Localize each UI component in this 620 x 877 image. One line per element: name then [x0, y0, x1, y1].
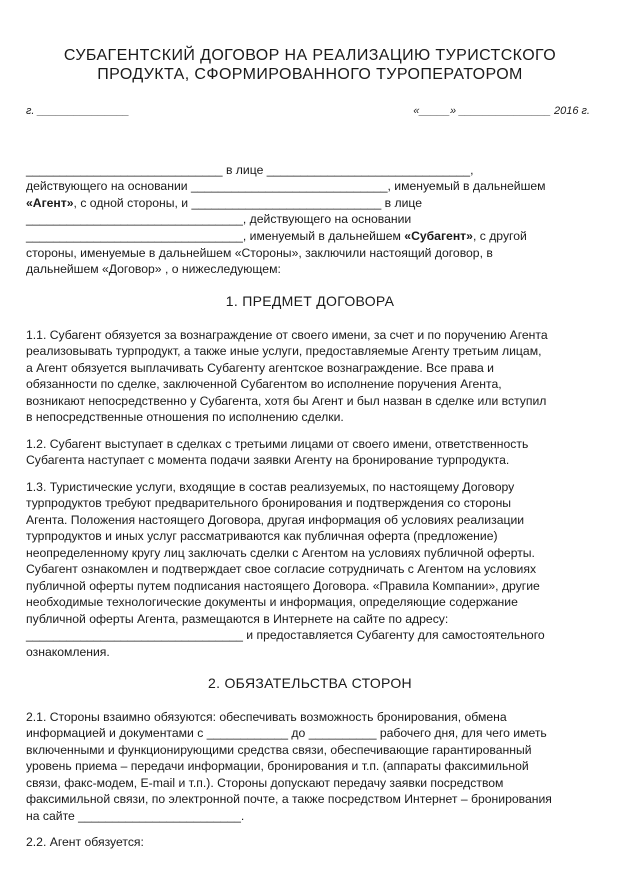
- city-field: г. _______________: [26, 105, 130, 117]
- paragraph-line: реализовывать турпродукт, а также иные услуги, предоставляемые Агенту третьим лицам,: [26, 344, 542, 358]
- paragraph-line: уровень приема – передачи информации, бронирования и т.п. (аппараты факсимильной: [26, 759, 529, 773]
- paragraph-line: связи, факс-модем, E-mail и т.п.). Стороны допускают передачу заявки посредством: [26, 776, 504, 790]
- paragraph-line: 1.1. Субагент обязуется за вознаграждение от своего имени, за счет и по поручению Агента: [26, 328, 548, 342]
- paragraph-line: на сайте ________________________.: [26, 809, 245, 823]
- paragraph-line: 1.2. Субагент выступает в сделках с третьими лицами от своего имени, ответственность: [26, 437, 529, 451]
- preamble-line: ________________________________, действующего на основании: [26, 212, 412, 226]
- section-heading: 1. ПРЕДМЕТ ДОГОВОРА: [225, 293, 395, 309]
- paragraph-line: информацией и документами с ____________ до __________ рабочего дня, для чего иметь: [26, 726, 547, 740]
- paragraph-line: Субагента наступает с момента подачи заявки Агенту на бронирование турпродукта.: [26, 453, 510, 467]
- paragraph-line: турпродуктов и иных услуг рассматриваются как публичная оферта (предложение): [26, 529, 498, 543]
- paragraph-line: обязанности по сделке, заключенной Субагентом во исполнение поручения Агента,: [26, 377, 502, 391]
- preamble-line: ________________________________, именуемый в дальнейшем «Субагент», с другой: [26, 229, 527, 243]
- document-title-line2: ПРОДУКТА, СФОРМИРОВАННОГО ТУРОПЕРАТОРОМ: [97, 66, 523, 83]
- preamble-line: стороны, именуемые в дальнейшем «Стороны», заключили настоящий договор, в: [26, 246, 493, 260]
- preamble-line: _____________________________ в лице ______________________________,: [26, 163, 474, 177]
- paragraph-line: факсимильной связи, по электронной почте, а также посредством Интернет – бронирования: [26, 792, 552, 806]
- preamble-line: [26, 195, 422, 211]
- paragraph-line: Субагент ознакомлен и подтверждает свое согласие сотрудничать с Агентом на условиях: [26, 562, 537, 576]
- paragraph-line: в непосредственные отношения по исполнению сделки.: [26, 410, 344, 424]
- date-field: «_____» _______________ 2016 г.: [413, 105, 590, 117]
- section-heading: 2. ОБЯЗАТЕЛЬСТВА СТОРОН: [208, 675, 412, 691]
- paragraph-line: публичной оферты Агента, размещаются в Интернете на сайте по адресу:: [26, 612, 449, 626]
- document-title-line1: СУБАГЕНТСКИЙ ДОГОВОР НА РЕАЛИЗАЦИЮ ТУРИСТСКОГО: [63, 47, 557, 64]
- preamble-line: действующего на основании _____________________________, именуемый в дальнейшем: [26, 179, 546, 193]
- paragraph-line: турпродуктов требуют предварительного бронирования и подтверждения со стороны: [26, 496, 512, 510]
- paragraph-line: возникают непосредственно у Субагента, хотя бы Агент и был назван в сделке или вступил: [26, 394, 547, 408]
- paragraph-line: публичной оферты путем подписания настоящего Договора. «Правила Компании», другие: [26, 579, 540, 593]
- paragraph-line: неопределенному кругу лиц заключать сделки с Агентом на условиях публичной оферты.: [26, 546, 535, 560]
- paragraph-line: Агента. Положения настоящего Договора, другая информация об условиях реализации: [26, 513, 525, 527]
- paragraph-line: включенными и функционирующими средства связи, обеспечивающие гарантированный: [26, 743, 532, 757]
- paragraph-line: а Агент обязуется выплачивать Субагенту агентское вознаграждение. Все права и: [26, 361, 494, 375]
- paragraph-line: ________________________________ и предоставляется Субагенту для самостоятельного: [26, 628, 545, 642]
- paragraph-line: 2.2. Агент обязуется:: [26, 835, 144, 849]
- paragraph-line: необходимые технологические документы и информация, определяющие содержание: [26, 595, 518, 609]
- preamble-agent-line: «Агент», с одной стороны, и ____________________________ в лице: [26, 196, 423, 210]
- preamble-line: дальнейшем «Договор» , о нижеследующем:: [26, 262, 281, 276]
- paragraph-line: 2.1. Стороны взаимно обязуются: обеспечивать возможность бронирования, обмена: [26, 710, 507, 724]
- paragraph-line: ознакомления.: [26, 645, 110, 659]
- paragraph-line: 1.3. Туристические услуги, входящие в состав реализуемых, по настоящему Договору: [26, 480, 515, 494]
